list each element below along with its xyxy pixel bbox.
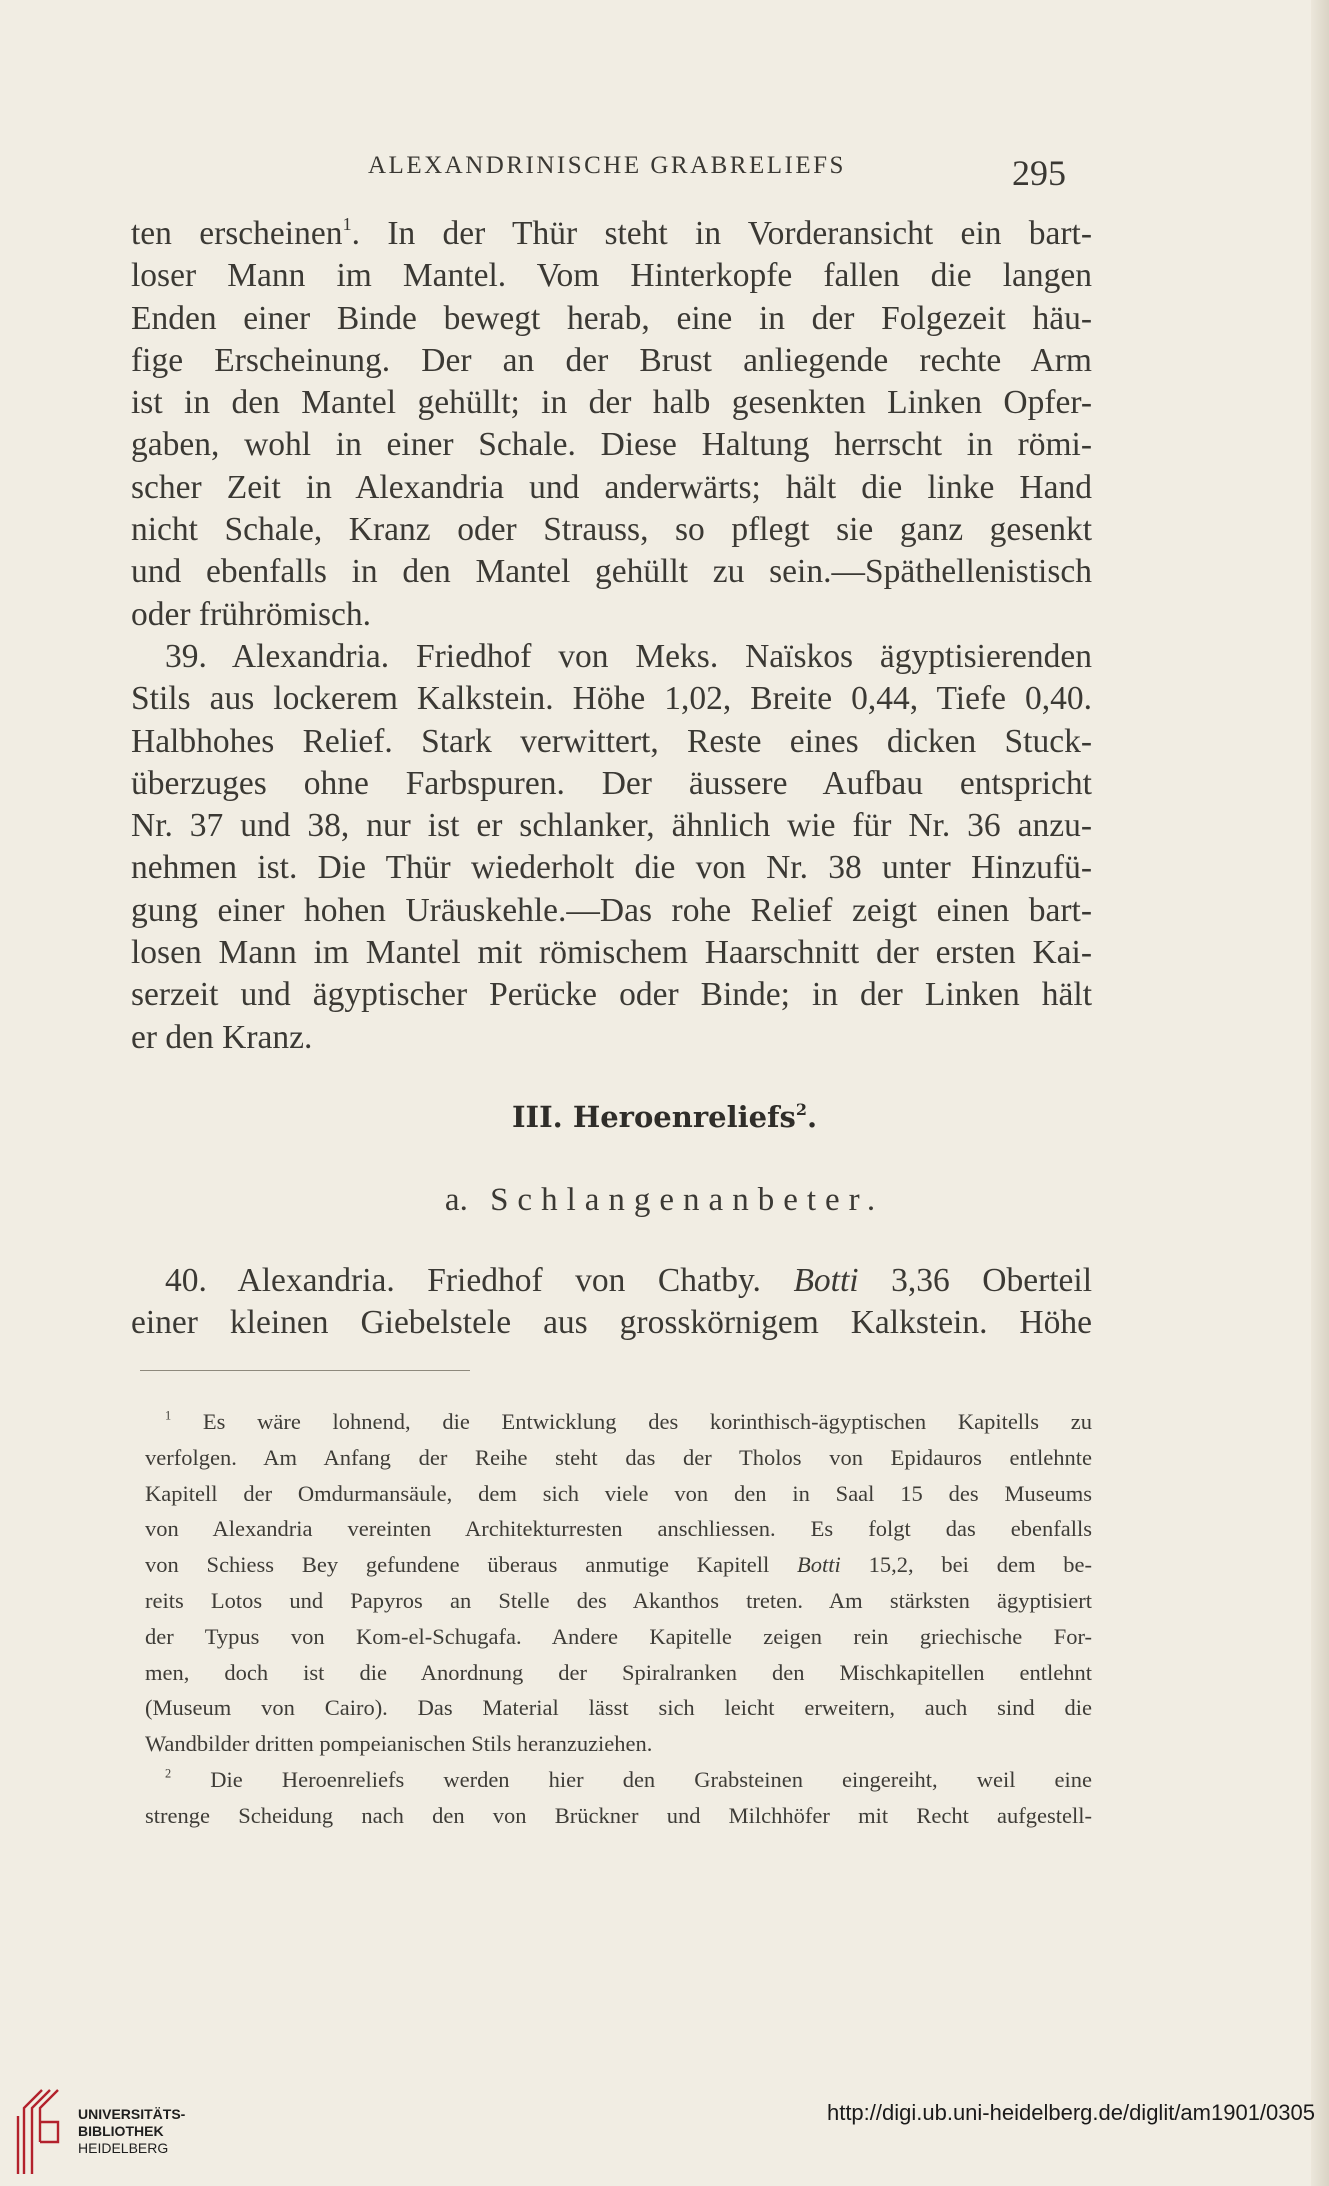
footnote-line: strenge Scheidung nach den von Brückner und Milchhöfer mit Recht aufgestell- — [145, 1802, 1092, 1828]
footnote-line: von Alexandria vereinten Architekturresten anschliessen. Es folgt das ebenfalls — [145, 1516, 1092, 1542]
page-number: 295 — [1012, 153, 1066, 193]
footnote-ref[interactable]: 1 — [342, 214, 352, 235]
subsection-heading — [0, 1182, 1329, 1219]
library-name-line: HEIDELBERG — [78, 2140, 169, 2156]
entry-40 — [131, 1260, 1092, 1345]
footnote-line: verfolgen. Am Anfang der Reihe steht das der Tholos von Epidauros entlehnte — [145, 1444, 1092, 1470]
text-line: überzuges ohne Farbspuren. Der äussere Aufbau entspricht — [131, 764, 1092, 802]
paragraph-continuation — [131, 213, 1092, 636]
text-line: loser Mann im Mantel. Vom Hinterkopfe fallen die langen — [131, 257, 1092, 295]
text-line: gaben, wohl in einer Schale. Diese Haltung herrscht in römi- — [131, 426, 1092, 464]
footnote-line: (Museum von Cairo). Das Material lässt sich leicht erweitern, auch sind die — [145, 1695, 1092, 1721]
text-line: Nr. 37 und 38, nur ist er schlanker, ähnlich wie für Nr. 36 anzu- — [131, 807, 1092, 845]
text-line: und ebenfalls in den Mantel gehüllt zu sein.—Späthellenistisch — [131, 553, 1092, 591]
text-line: fige Erscheinung. Der an der Brust anliegende rechte Arm — [131, 341, 1092, 379]
text-line: serzeit und ägyptischer Perücke oder Binde; in der Linken hält — [131, 976, 1092, 1014]
footnote-divider — [140, 1370, 470, 1371]
text-line: Halbhohes Relief. Stark verwittert, Reste eines dicken Stuck- — [131, 722, 1092, 760]
text-line: ist in den Mantel gehüllt; in der halb gesenkten Linken Opfer- — [131, 384, 1092, 422]
text-line: 39. Alexandria. Friedhof von Meks. Naïskos ägyptisierenden — [165, 638, 1092, 675]
text-line: ten erscheinen$^1$. In der Thür steht in Vorderansicht ein bart- — [131, 214, 1093, 252]
footnote-line: $^1$ Es wäre lohnend, die Entwicklung des korinthisch-ägyptischen Kapitells zu — [165, 1408, 1093, 1434]
library-name-line: BIBLIOTHEK — [78, 2123, 164, 2139]
footer — [0, 2080, 1329, 2186]
text-line: scher Zeit in Alexandria und anderwärts; hält die linke Hand — [131, 468, 1092, 506]
text-line: einer kleinen Giebelstele aus grosskörnigem Kalkstein. Höhe — [131, 1304, 1092, 1342]
footnotes — [145, 1404, 1092, 1834]
subsection-title: Schlangenanbeter. — [490, 1182, 885, 1218]
footnote-marker: 2 — [165, 1766, 172, 1781]
footnote-marker: 1 — [165, 1408, 172, 1423]
footnote-line: von Schiess Bey gefundene überaus anmutige Kapitell Botti 15,2, bei dem be- — [145, 1552, 1092, 1578]
text-line: nicht Schale, Kranz oder Strauss, so pflegt sie ganz gesenkt — [131, 511, 1092, 549]
text-line: er den Kranz. — [131, 1018, 313, 1056]
library-name-line: UNIVERSITÄTS- — [78, 2106, 186, 2122]
source-url-link[interactable]: http://digi.ub.uni-heidelberg.de/diglit/am1901/0305 — [826, 2100, 1315, 2125]
text-line: Enden einer Binde bewegt herab, eine in der Folgezeit häu- — [131, 299, 1092, 337]
library-name — [78, 2106, 185, 2157]
text-line: 40. Alexandria. Friedhof von Chatby. Botti 3,36 Oberteil — [165, 1262, 1093, 1299]
text-line: oder frührömisch. — [131, 595, 372, 633]
text-line: losen Mann im Mantel mit römischem Haarschnitt der ersten Kai- — [131, 934, 1092, 972]
text-line: nehmen ist. Die Thür wiederholt die von Nr. 38 unter Hinzufü- — [131, 849, 1092, 887]
section-heading: III. Heroenreliefs$^2$. — [511, 1100, 818, 1134]
page-edge-shadow — [1311, 0, 1329, 2186]
text-line: Stils aus lockerem Kalkstein. Höhe 1,02, Breite 0,44, Tiefe 0,40. — [131, 680, 1092, 718]
footnote-ref[interactable]: 2 — [795, 1100, 807, 1120]
subsection-letter: a. — [444, 1182, 468, 1218]
footnote-line: $^2$ Die Heroenreliefs werden hier den Grabsteinen eingereiht, weil eine — [165, 1766, 1092, 1792]
running-title: ALEXANDRINISCHE GRABRELIEFS — [368, 152, 846, 179]
footnote-line: men, doch ist die Anordnung der Spiralranken den Mischkapitellen entlehnt — [145, 1659, 1092, 1685]
footnote-line: der Typus von Kom-el-Schugafa. Andere Kapitelle zeigen rein griechische For- — [145, 1623, 1092, 1649]
text-line: gung einer hohen Uräuskehle.—Das rohe Relief zeigt einen bart- — [131, 891, 1092, 929]
entry-39 — [131, 636, 1092, 1059]
footnote-line: Kapitell der Omdurmansäule, dem sich viele von den in Saal 15 des Museums — [145, 1480, 1092, 1506]
running-head — [0, 150, 1329, 193]
footnote-line: Wandbilder dritten pompeianischen Stils heranzuziehen. — [145, 1731, 653, 1757]
library-logo-icon — [12, 2082, 68, 2178]
footnote-line: reits Lotos und Papyros an Stelle des Akanthos treten. Am stärksten ägyptisiert — [145, 1587, 1092, 1613]
